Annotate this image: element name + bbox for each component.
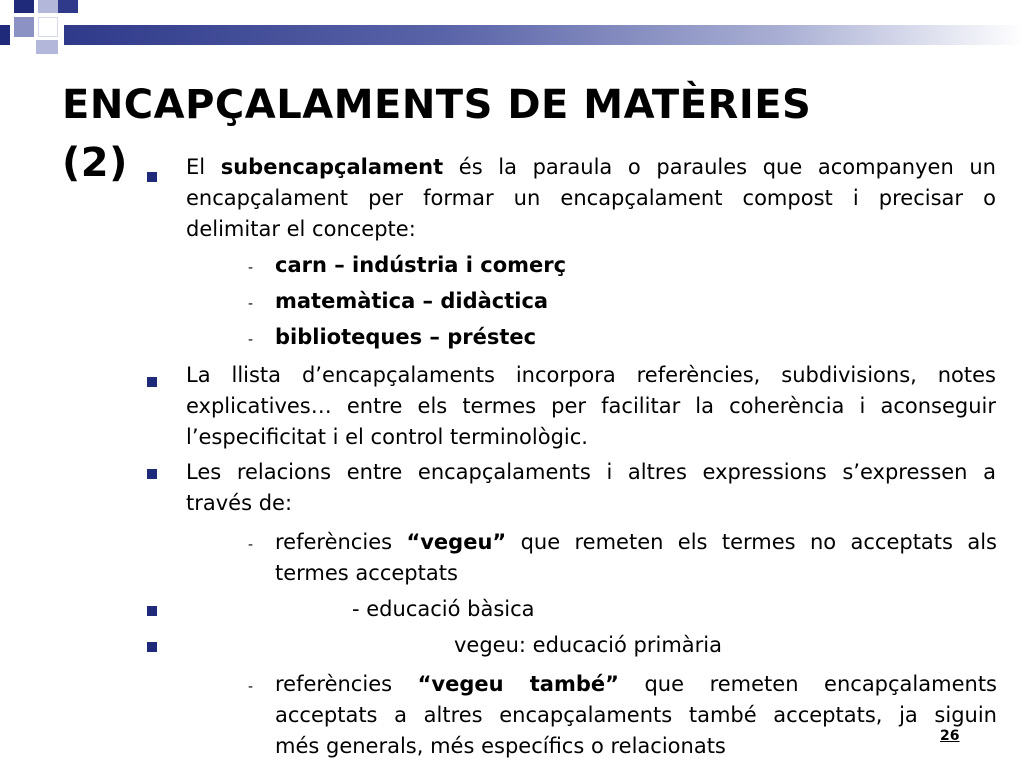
- slide-decoration: [0, 0, 1024, 50]
- dash-marker: -: [248, 332, 254, 348]
- ref1-bold-term: “vegeu”: [406, 530, 507, 554]
- bullet1-pre: El: [186, 155, 206, 179]
- ref2-rest: que remeten encapçalaments: [644, 672, 997, 696]
- deco-square: [0, 25, 10, 45]
- example-item: [275, 322, 997, 353]
- ref1-pre: referències: [275, 530, 393, 554]
- deco-square: [58, 0, 78, 13]
- page-number: 26: [940, 728, 960, 744]
- bullet1-line-3: delimitar el concepte:: [186, 217, 416, 241]
- ref2-line-3: més generals, més específics o relacionats: [275, 734, 726, 758]
- bullet1-rest: és la paraula o paraules que acompanyen un: [458, 155, 996, 179]
- bullet-square-icon: [147, 172, 157, 182]
- dash-marker: -: [248, 679, 254, 695]
- header-gradient-bar: [64, 25, 1024, 45]
- ref1-line-2: termes acceptats: [275, 561, 458, 585]
- ref2-bold-term: “vegeu també”: [417, 672, 619, 696]
- ref1-line-1: [275, 527, 997, 558]
- ref1-rest: que remeten els termes no acceptats als: [520, 530, 997, 554]
- title-line-1: ENCAPÇALAMENTS DE MATÈRIES: [62, 82, 812, 128]
- bullet1-line-1: [186, 152, 996, 183]
- deco-square: [14, 0, 34, 13]
- bullet-square-icon: [147, 469, 157, 479]
- bullet3-line-2: través de:: [186, 491, 293, 515]
- bullet2-line-1: La llista d’encapçalaments incorpora referències, subdivisions, notes: [186, 363, 996, 387]
- ref2-line-2: acceptats a altres encapçalaments també acceptats, ja siguin: [275, 703, 997, 727]
- deco-square: [38, 17, 58, 37]
- ref2-line-1: [275, 669, 997, 700]
- dash-marker: -: [248, 260, 254, 276]
- bullet1-line-2: encapçalament per formar un encapçalament compost i precisar o: [186, 186, 996, 210]
- example-item: [275, 286, 997, 317]
- bullet-square-icon: [147, 606, 157, 616]
- example-text: matemàtica – didàctica: [275, 289, 549, 313]
- title-line-2: (2): [62, 140, 128, 186]
- bullet-square-icon: [147, 377, 157, 387]
- bullet4-text: - educació bàsica: [352, 597, 535, 621]
- deco-square: [38, 0, 58, 13]
- example-text: carn – indústria i comerç: [275, 253, 567, 277]
- dash-marker: -: [248, 537, 254, 553]
- ref2-pre: referències: [275, 672, 393, 696]
- bullet5-text: vegeu: educació primària: [454, 633, 722, 657]
- deco-square: [14, 17, 34, 37]
- bullet2-line-3: l’especificitat i el control terminològic.: [186, 425, 588, 449]
- deco-square: [36, 40, 58, 54]
- example-item: [275, 250, 997, 281]
- dash-marker: -: [248, 296, 254, 312]
- bullet1-bold-term: subencapçalament: [220, 155, 444, 179]
- bullet3-line-1: Les relacions entre encapçalaments i altres expressions s’expressen a: [186, 460, 996, 484]
- bullet-square-icon: [147, 642, 157, 652]
- bullet2-line-2: explicatives… entre els termes per facilitar la coherència i aconseguir: [186, 394, 996, 418]
- example-text: biblioteques – préstec: [275, 325, 537, 349]
